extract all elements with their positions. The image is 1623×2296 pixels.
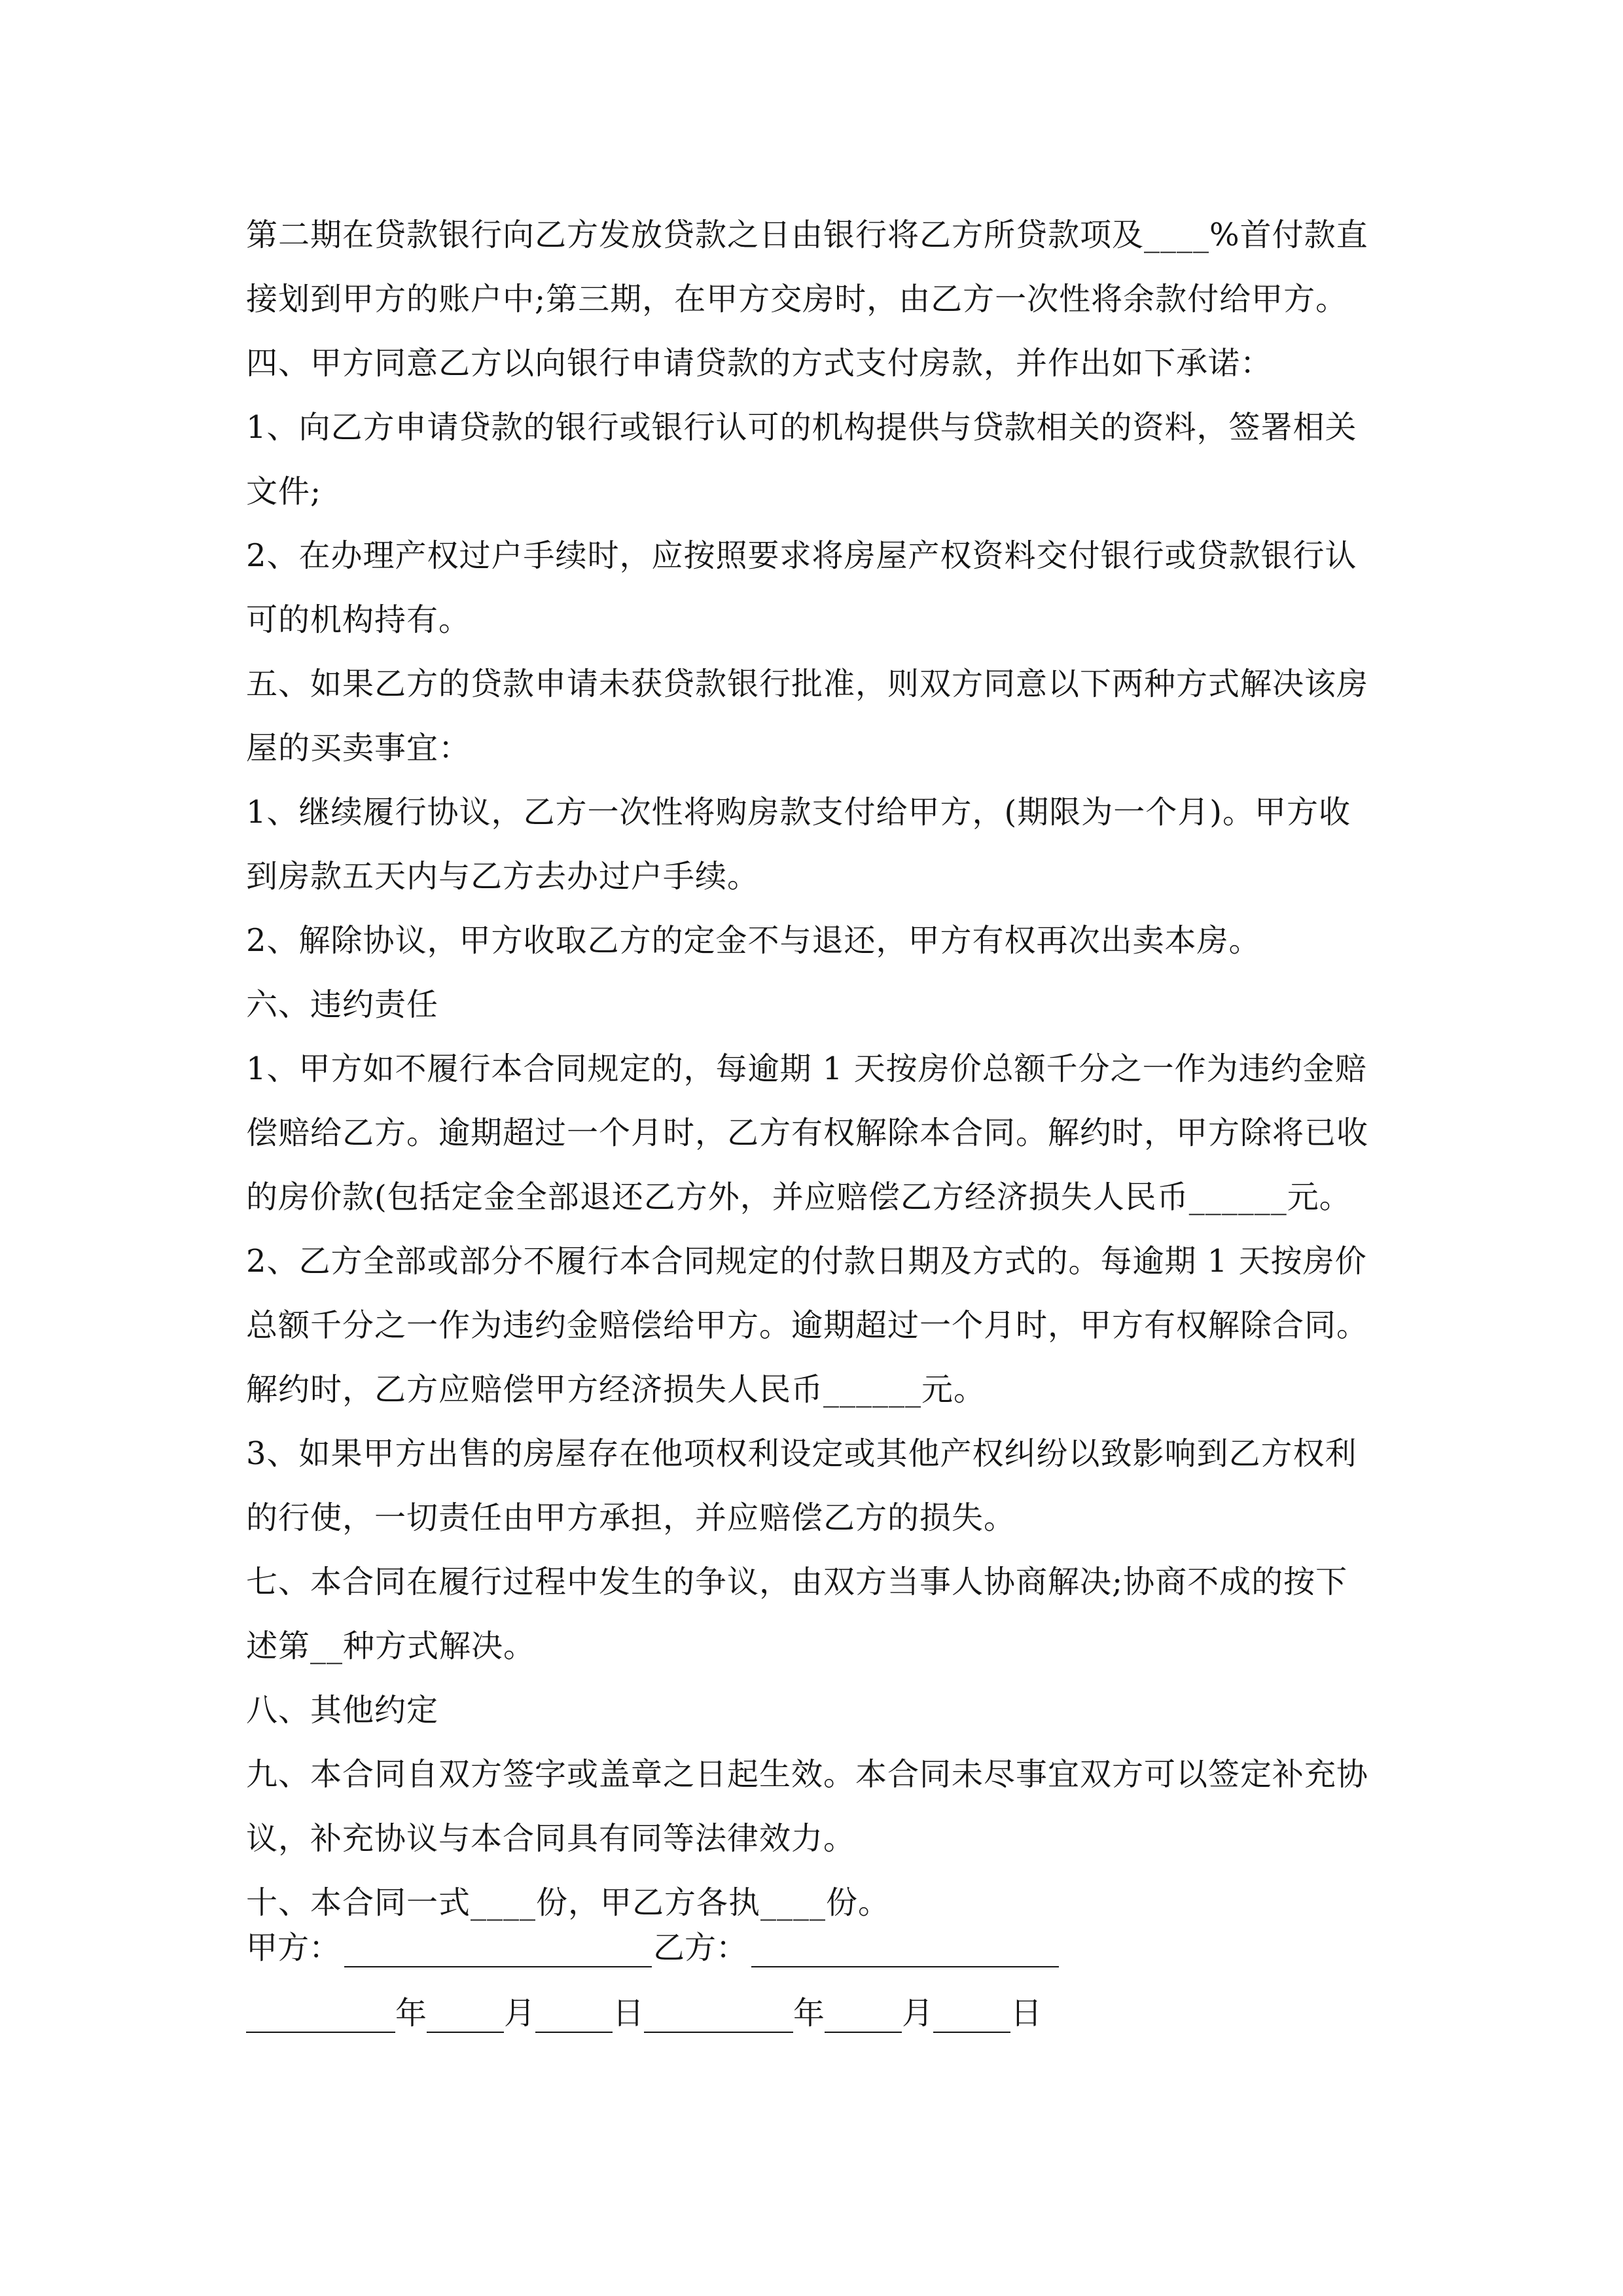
text-line: 2、乙方全部或部分不履行本合同规定的付款日期及方式的。每逾期 1 天按房价 (246, 1243, 1367, 1280)
year-label: 年 (793, 1995, 825, 2032)
date-row (246, 1994, 1042, 2033)
party-a-month-blank (427, 1998, 504, 2033)
month-label: 月 (902, 1995, 934, 2032)
text-line: 屋的买卖事宜： (246, 730, 471, 766)
text-line: 总额千分之一作为违约金赔偿给甲方。逾期超过一个月时，甲方有权解除合同。 (246, 1307, 1369, 1344)
party-b-year-blank (644, 1998, 793, 2033)
day-label: 日 (1010, 1995, 1043, 2032)
text-line: 述第__种方式解决。 (246, 1628, 536, 1664)
month-label: 月 (504, 1995, 536, 2032)
text-line: 九、本合同自双方签字或盖章之日起生效。本合同未尽事宜双方可以签定补充协 (246, 1756, 1369, 1793)
text-line: 解约时，乙方应赔偿甲方经济损失人民币______元。 (246, 1371, 986, 1408)
party-b-day-blank (933, 1998, 1010, 2033)
text-line: 议，补充协议与本合同具有同等法律效力。 (246, 1820, 856, 1857)
party-b-month-blank (825, 1998, 902, 2033)
text-line: 五、如果乙方的贷款申请未获贷款银行批准，则双方同意以下两种方式解决该房 (246, 666, 1369, 702)
text-line: 偿赔给乙方。逾期超过一个月时，乙方有权解除本合同。解约时，甲方除将已收 (246, 1115, 1369, 1151)
party-a-signature-blank (344, 1932, 652, 1967)
text-line: 第二期在贷款银行向乙方发放贷款之日由银行将乙方所贷款项及____%首付款直 (246, 217, 1368, 253)
text-line: 六、违约责任 (246, 986, 439, 1023)
text-line: 1、向乙方申请贷款的银行或银行认可的机构提供与贷款相关的资料，签署相关 (246, 409, 1357, 446)
day-label: 日 (613, 1995, 645, 2032)
year-label: 年 (395, 1995, 427, 2032)
text-line: 七、本合同在履行过程中发生的争议，由双方当事人协商解决;协商不成的按下 (246, 1564, 1348, 1600)
text-line: 十、本合同一式____份，甲乙方各执____份。 (246, 1884, 891, 1921)
text-line: 2、在办理产权过户手续时，应按照要求将房屋产权资料交付银行或贷款银行认 (246, 537, 1357, 574)
text-line: 八、其他约定 (246, 1692, 439, 1729)
signature-row (246, 1928, 1059, 1967)
party-a-label: 甲方： (246, 1929, 341, 1966)
text-line: 2、解除协议，甲方收取乙方的定金不与退还，甲方有权再次出卖本房。 (246, 922, 1261, 959)
text-line: 1、甲方如不履行本合同规定的，每逾期 1 天按房价总额千分之一作为违约金赔 (246, 1050, 1367, 1087)
text-line: 接划到甲方的账户中;第三期，在甲方交房时，由乙方一次性将余款付给甲方。 (246, 281, 1348, 317)
text-line: 到房款五天内与乙方去办过户手续。 (246, 858, 760, 895)
party-b-label: 乙方： (653, 1929, 748, 1966)
party-a-year-blank (246, 1998, 395, 2033)
text-line: 的房价款(包括定金全部退还乙方外，并应赔偿乙方经济损失人民币______元。 (246, 1179, 1351, 1215)
text-line: 3、如果甲方出售的房屋存在他项权利设定或其他产权纠纷以致影响到乙方权利 (246, 1435, 1357, 1472)
text-line: 可的机构持有。 (246, 601, 471, 638)
party-a-day-blank (535, 1998, 613, 2033)
text-line: 四、甲方同意乙方以向银行申请贷款的方式支付房款，并作出如下承诺： (246, 345, 1273, 382)
text-line: 1、继续履行协议，乙方一次性将购房款支付给甲方，(期限为一个月)。甲方收 (246, 794, 1351, 831)
text-line: 文件; (246, 473, 322, 510)
contract-body (246, 203, 1411, 1935)
text-line: 的行使，一切责任由甲方承担，并应赔偿乙方的损失。 (246, 1499, 1016, 1536)
party-b-signature-blank (751, 1932, 1059, 1967)
